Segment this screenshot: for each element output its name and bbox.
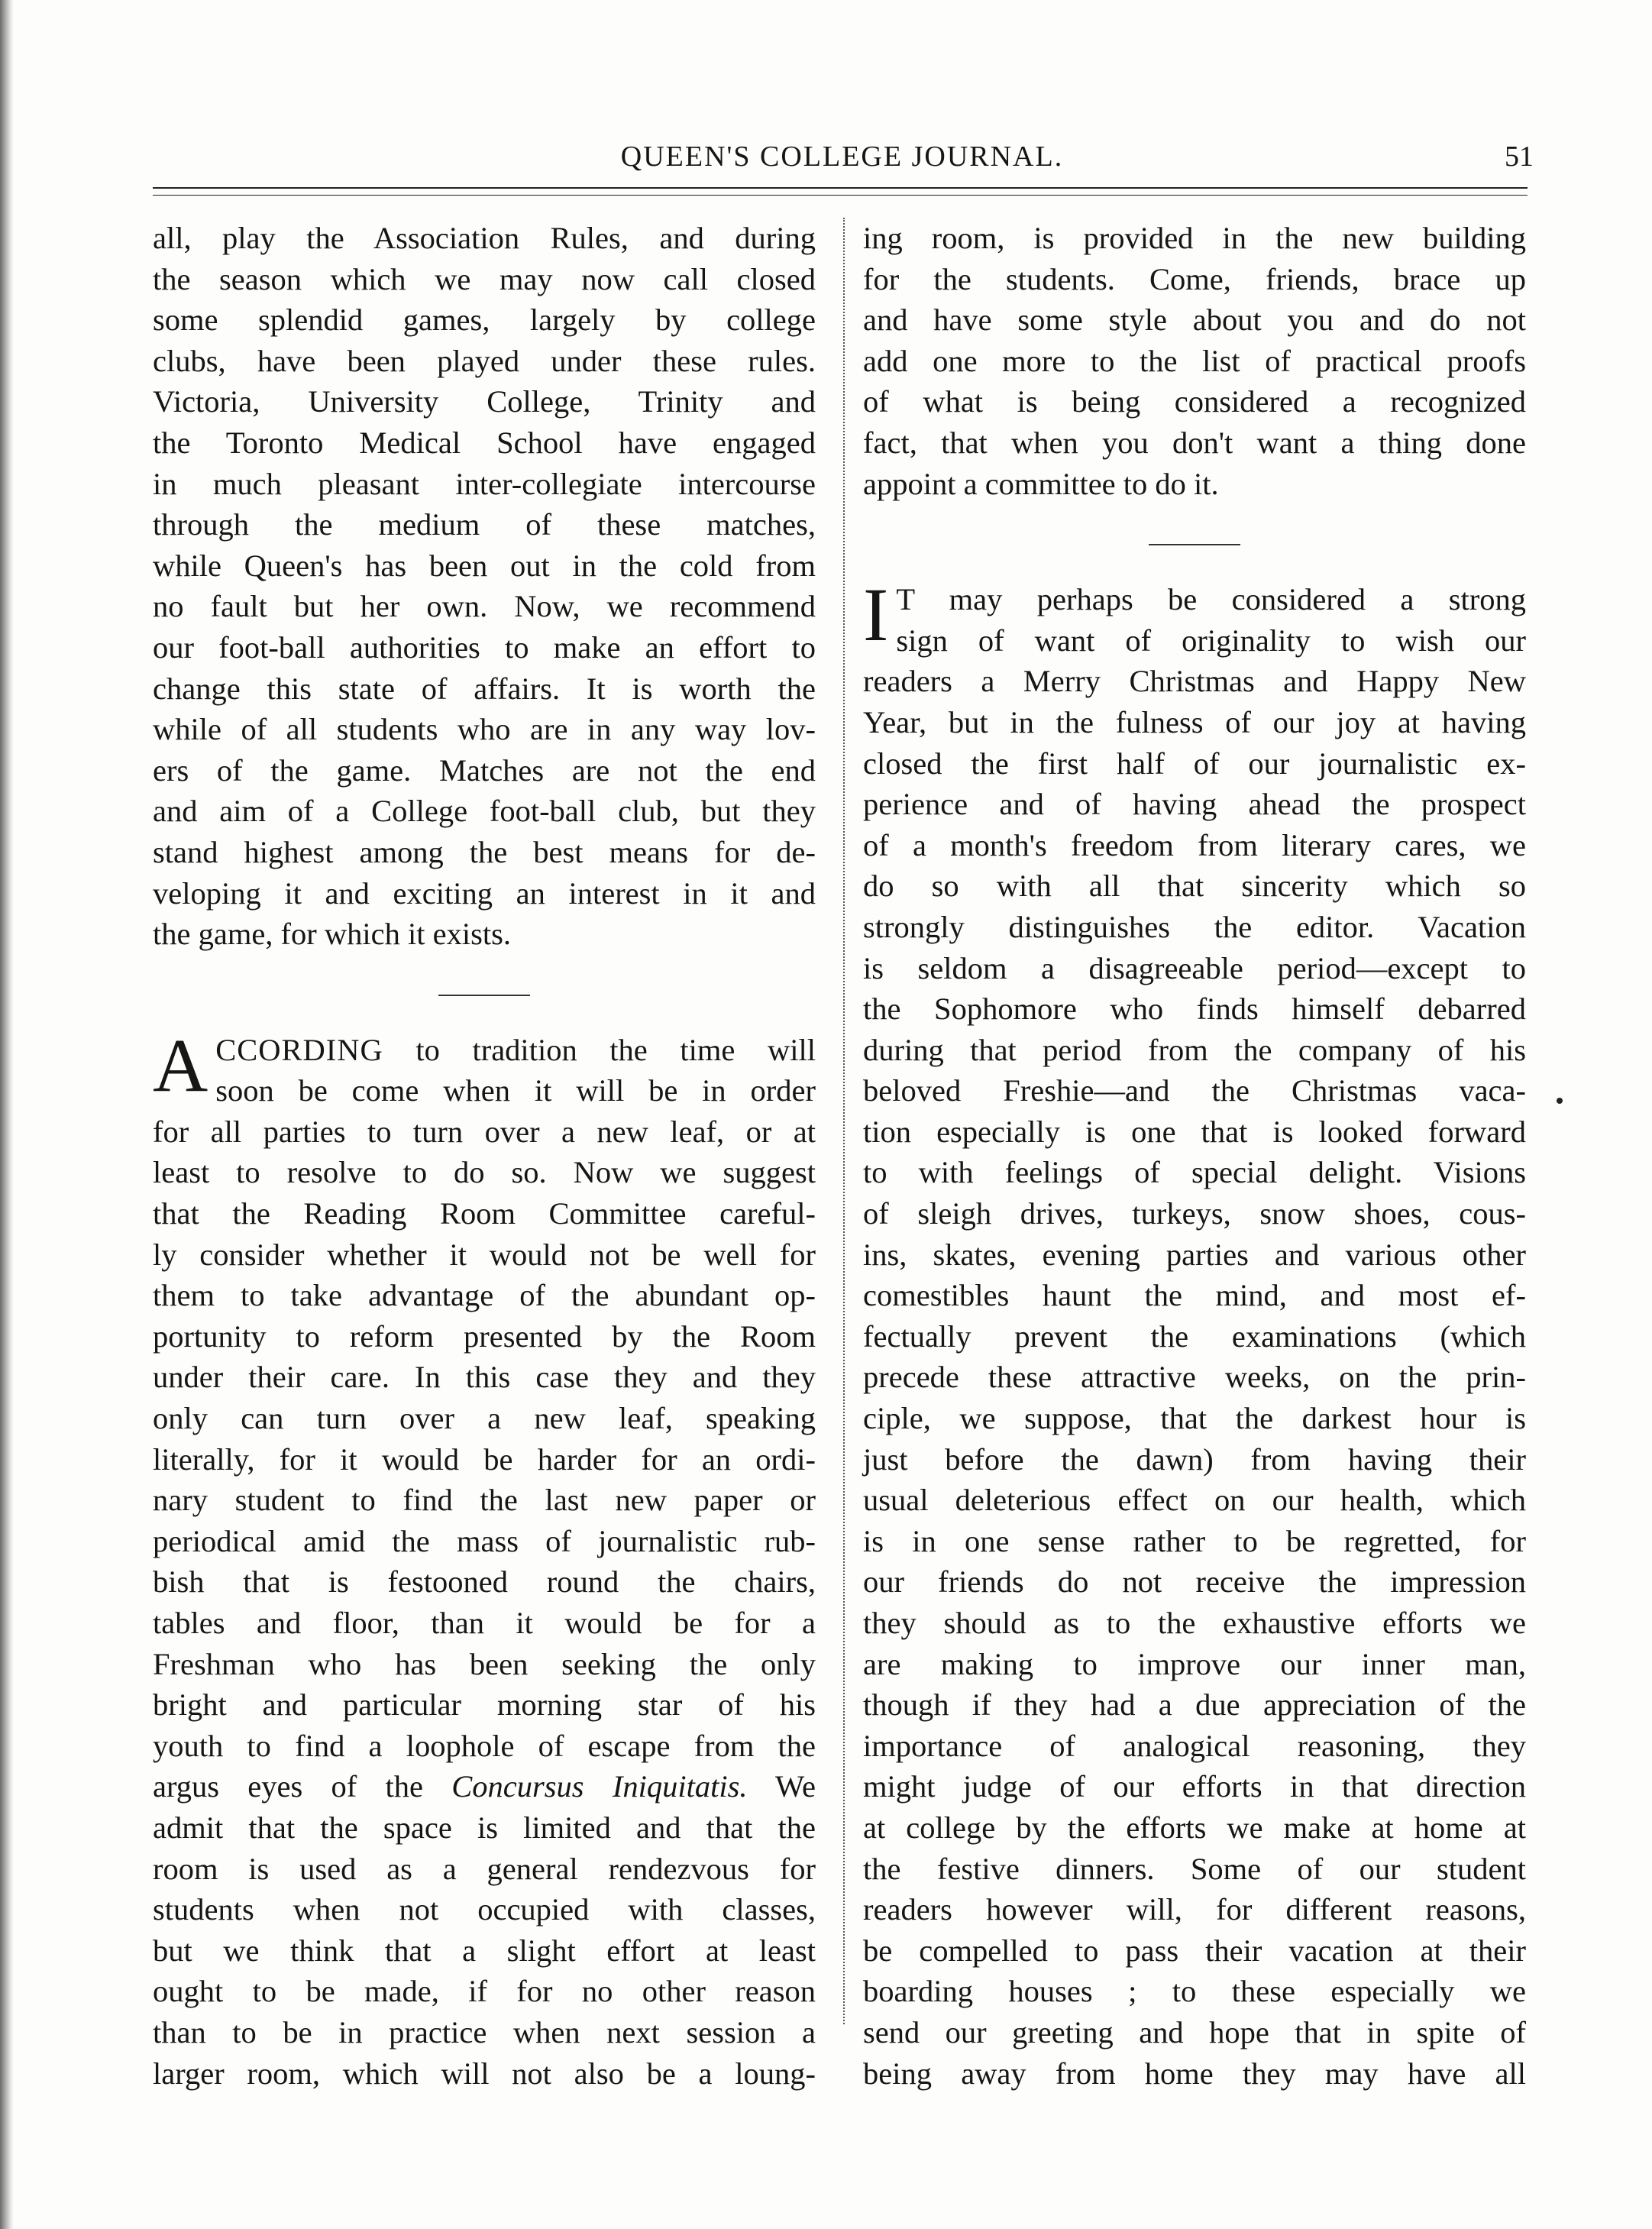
text-line: under their care. In this case they and they xyxy=(153,1360,816,1395)
text-line: nary student to find the last new paper or xyxy=(153,1483,816,1518)
text-line: ciple, we suppose, that the darkest hour is xyxy=(863,1401,1526,1436)
text-line: while Queen's has been out in the cold from xyxy=(153,548,816,583)
running-head: QUEEN'S COLLEGE JOURNAL. xyxy=(620,141,1064,173)
text-line: the Sophomore who finds himself debarred xyxy=(863,992,1526,1027)
text-line: the Toronto Medical School have engaged xyxy=(153,425,816,460)
text-line: beloved Freshie—and the Christmas vaca- xyxy=(863,1073,1526,1108)
text-line: tion especially is one that is looked forward xyxy=(863,1114,1526,1149)
text-line: just before the dawn) from having their xyxy=(863,1441,1526,1477)
text-fragment: We xyxy=(747,1769,816,1804)
text-line: only can turn over a new leaf, speaking xyxy=(153,1401,816,1436)
text-line: that the Reading Room Committee careful- xyxy=(153,1196,816,1231)
text-line: closed the first half of our journalistic ex- xyxy=(863,746,1526,781)
text-fragment: argus eyes of the xyxy=(153,1769,452,1804)
text-line: clubs, have been played under these rules. xyxy=(153,343,816,378)
right-column xyxy=(863,218,1526,2094)
text-line: admit that the space is limited and that the xyxy=(153,1810,816,1845)
text-line: in much pleasant inter-collegiate intercourse xyxy=(153,466,816,501)
text-line: precede these attractive weeks, on the prin- xyxy=(863,1360,1526,1395)
text-line: readers a Merry Christmas and Happy New xyxy=(863,664,1526,699)
text-line: comestibles haunt the mind, and most ef- xyxy=(863,1278,1526,1313)
text-line: change this state of affairs. It is worth the xyxy=(153,671,816,706)
header-rule-thin xyxy=(153,195,1528,196)
text-line: students when not occupied with classes, xyxy=(153,1892,816,1927)
column-divider xyxy=(843,218,845,2024)
section-separator xyxy=(438,995,530,996)
text-line: appoint a committee to do it. xyxy=(863,466,1219,501)
text-line: are making to improve our inner man, xyxy=(863,1646,1526,1681)
text-line: ins, skates, evening parties and various other xyxy=(863,1237,1526,1272)
text-line: they should as to the exhaustive efforts we xyxy=(863,1606,1526,1640)
text-line: to with feelings of special delight. Visions xyxy=(863,1155,1526,1190)
text-line: stand highest among the best means for de- xyxy=(153,834,816,869)
text-line: youth to find a loophole of escape from the xyxy=(153,1728,816,1763)
text-line: be compelled to pass their vacation at their xyxy=(863,1933,1526,1968)
text-line: do so with all that sincerity which so xyxy=(863,869,1526,904)
text-line: is seldom a disagreeable period—except to xyxy=(863,950,1526,985)
text-line: ought to be made, if for no other reason xyxy=(153,1974,816,2009)
text-line: sign of want of originality to wish our xyxy=(896,623,1526,658)
text-line: the game, for which it exists. xyxy=(153,917,512,952)
text-fragment: to tradition the time will xyxy=(383,1032,816,1067)
ink-speck xyxy=(1557,1098,1563,1104)
text-line: is in one sense rather to be regretted, for xyxy=(863,1523,1526,1558)
text-line: boarding houses ; to these especially we xyxy=(863,1974,1526,2009)
text-line: T may perhaps be considered a strong xyxy=(896,582,1526,617)
text-line: ers of the game. Matches are not the end xyxy=(153,752,816,788)
page-number: 51 xyxy=(1505,141,1534,173)
latin-phrase: Concursus Iniquitatis. xyxy=(451,1769,748,1804)
text-line: veloping it and exciting an interest in it and xyxy=(153,875,816,911)
text-line: tables and floor, than it would be for a xyxy=(153,1606,816,1640)
text-line: least to resolve to do so. Now we suggest xyxy=(153,1155,816,1190)
text-line: during that period from the company of his xyxy=(863,1032,1526,1067)
text-line: than to be in practice when next session a xyxy=(153,2014,816,2049)
christmas-paragraph xyxy=(863,572,1526,2094)
text-line: send our greeting and hope that in spite of xyxy=(863,2014,1526,2049)
reading-room-continuation xyxy=(863,218,1526,504)
text-line: and have some style about you and do not xyxy=(863,302,1526,338)
text-line: of what is being considered a recognized xyxy=(863,384,1526,419)
text-line: periodical amid the mass of journalistic rub- xyxy=(153,1523,816,1558)
drop-cap: I xyxy=(863,572,889,658)
text-line: ly consider whether it would not be well for xyxy=(153,1237,816,1272)
text-line: of sleigh drives, turkeys, snow shoes, cous- xyxy=(863,1196,1526,1231)
text-line: the season which we may now call closed xyxy=(153,261,816,296)
drop-cap: A xyxy=(153,1022,209,1108)
scan-page-edge xyxy=(0,0,14,2229)
text-line: add one more to the list of practical proofs xyxy=(863,343,1526,378)
text-line: fact, that when you don't want a thing done xyxy=(863,425,1526,460)
left-column xyxy=(153,218,816,2094)
text-line: our friends do not receive the impression xyxy=(863,1564,1526,1600)
text-line: strongly distinguishes the editor. Vacation xyxy=(863,909,1526,944)
text-line: the festive dinners. Some of our student xyxy=(863,1851,1526,1886)
text-line: might judge of our efforts in that direction xyxy=(863,1769,1526,1804)
page-header xyxy=(157,137,1534,183)
header-rule-thick xyxy=(153,187,1528,189)
text-line: ing room, is provided in the new building xyxy=(863,221,1526,255)
text-line: though if they had a due appreciation of the xyxy=(863,1687,1526,1723)
text-line: at college by the efforts we make at home at xyxy=(863,1810,1526,1845)
text-line: readers however will, for different reasons, xyxy=(863,1892,1526,1927)
text-line: soon be come when it will be in order xyxy=(215,1073,816,1108)
text-line: larger room, which will not also be a loung- xyxy=(153,2056,816,2091)
text-line: for the students. Come, friends, brace up xyxy=(863,261,1526,296)
text-line: bish that is festooned round the chairs, xyxy=(153,1564,816,1600)
section-separator xyxy=(1149,544,1240,545)
text-line: our foot-ball authorities to make an effort to xyxy=(153,629,816,665)
text-line: usual deleterious effect on our health, which xyxy=(863,1483,1526,1518)
text-line: Freshman who has been seeking the only xyxy=(153,1646,816,1681)
text-line: no fault but her own. Now, we recommend xyxy=(153,589,816,624)
text-line: but we think that a slight effort at least xyxy=(153,1933,816,1968)
text-line xyxy=(153,1766,816,1807)
text-line: Victoria, University College, Trinity and xyxy=(153,384,816,419)
reading-room-paragraph xyxy=(153,1022,816,2094)
opening-word: CCORDING xyxy=(215,1032,383,1067)
text-line: while of all students who are in any way lov- xyxy=(153,712,816,747)
text-line: for all parties to turn over a new leaf, or at xyxy=(153,1114,816,1149)
text-line: Year, but in the fulness of our joy at having xyxy=(863,704,1526,739)
text-line: fectually prevent the examinations (which xyxy=(863,1318,1526,1354)
text-line: portunity to reform presented by the Room xyxy=(153,1318,816,1354)
text-line: importance of analogical reasoning, they xyxy=(863,1728,1526,1763)
text-line: through the medium of these matches, xyxy=(153,507,816,542)
text-line: literally, for it would be harder for an ordi- xyxy=(153,1441,816,1477)
text-line: perience and of having ahead the prospect xyxy=(863,787,1526,822)
text-line: bright and particular morning star of his xyxy=(153,1687,816,1723)
text-line: all, play the Association Rules, and during xyxy=(153,221,816,255)
text-line: of a month's freedom from literary cares, we xyxy=(863,827,1526,862)
text-line: them to take advantage of the abundant op- xyxy=(153,1278,816,1313)
text-line xyxy=(153,1030,816,1071)
text-line: and aim of a College foot-ball club, but they xyxy=(153,794,816,829)
text-line: being away from home they may have all xyxy=(863,2056,1526,2091)
text-line: some splendid games, largely by college xyxy=(153,302,816,338)
football-paragraph xyxy=(153,218,816,955)
text-line: room is used as a general rendezvous for xyxy=(153,1851,816,1886)
